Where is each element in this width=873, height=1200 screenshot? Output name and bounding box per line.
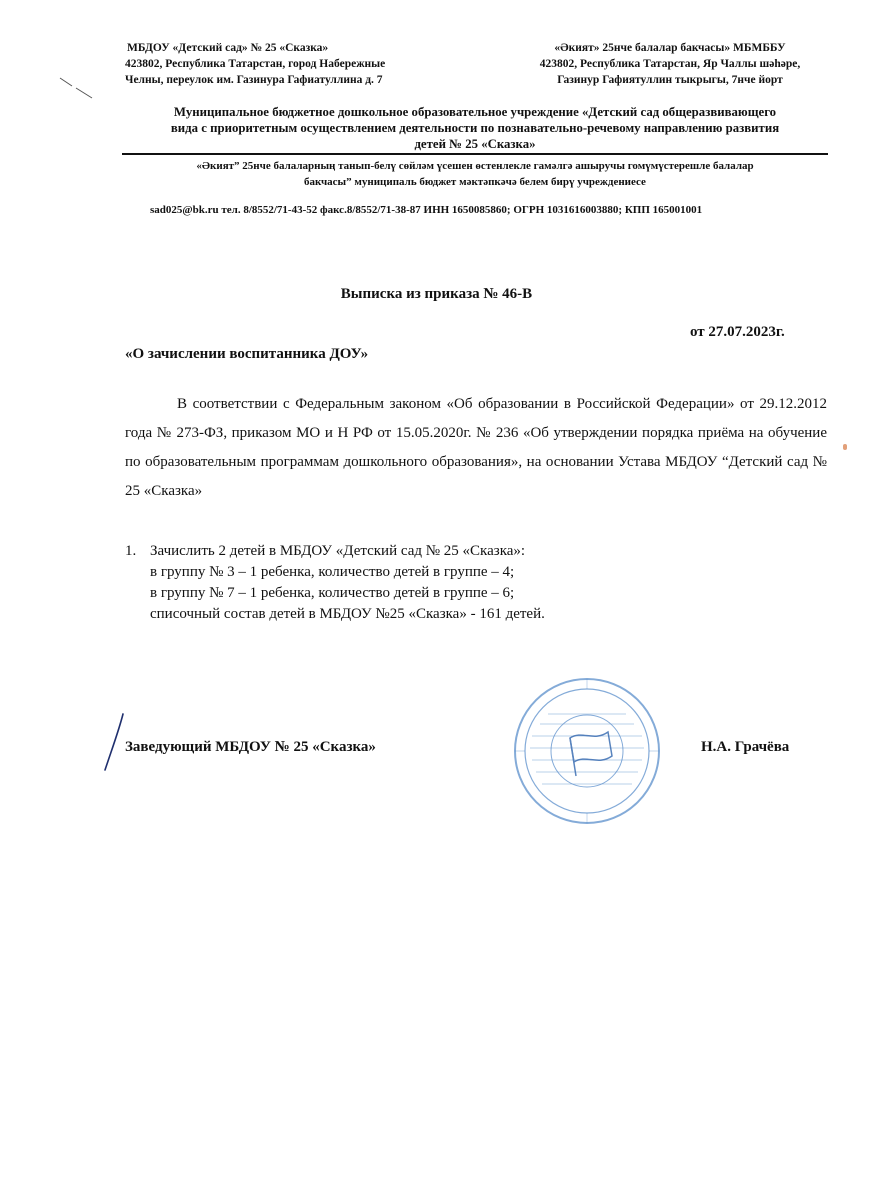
header-left-line-3: Челны, переулок им. Газинура Гафиатуллина д. 7: [125, 74, 383, 86]
list-line-4: списочный состав детей в МБДОУ №25 «Сказка» - 161 детей.: [150, 606, 545, 622]
document-subject: «О зачислении воспитанника ДОУ»: [125, 346, 369, 362]
scan-artifact-dot: [843, 444, 847, 450]
list-line-1: Зачислить 2 детей в МБДОУ «Детский сад № 25 «Сказка»:: [150, 543, 526, 559]
header-right-block: [500, 40, 840, 88]
list-item: [150, 541, 825, 625]
document-title: Выписка из приказа № 46-В: [340, 286, 533, 302]
signatory-role: Заведующий МБДОУ № 25 «Сказка»: [125, 739, 376, 755]
list-number: 1.: [125, 543, 137, 559]
header-divider: [122, 153, 828, 155]
list-line-2: в группу № 3 – 1 ребенка, количество детей в группе – 4;: [150, 564, 515, 580]
header-right-line-1: «Әкият» 25нче балалар бакчасы» МБМББУ: [554, 42, 786, 54]
organization-name-tt: [125, 158, 825, 190]
contact-details: sad025@bk.ru тел. 8/8552/71-43-52 факс.8/8552/71-38-87 ИНН 1650085860; ОГРН 1031616003880; КПП 165001001: [150, 204, 703, 216]
order-list: [125, 541, 825, 625]
org-ru-line-2: вида с приоритетным осуществлением деятельности по познавательно-речевому направлению развития: [170, 121, 780, 135]
scan-mark-decoration: [58, 72, 98, 102]
header-left-line-2: 423802, Республика Татарстан, город Набережные: [125, 58, 386, 70]
header-right-line-2: 423802, Республика Татарстан, Яр Чаллы шәһәре,: [539, 58, 801, 70]
header-left-line-1: МБДОУ «Детский сад» № 25 «Сказка»: [127, 42, 329, 54]
official-stamp: [512, 676, 662, 826]
header-left-block: [125, 40, 465, 88]
document-date: от 27.07.2023г.: [690, 324, 785, 340]
list-line-3: в группу № 7 – 1 ребенка, количество детей в группе – 6;: [150, 585, 515, 601]
org-ru-line-1: Муниципальное бюджетное дошкольное образовательное учреждение «Детский сад общеразвивающего: [173, 105, 777, 119]
org-ru-line-3: детей № 25 «Сказка»: [414, 137, 536, 151]
signatory-name: Н.А. Грачёва: [701, 739, 790, 755]
body-text: В соответствии с Федеральным законом «Об образовании в Российской Федерации» от 29.12.2012 года № 273-ФЗ, приказом МО и Н РФ от 15.05.2020г. № 236 «Об утверждении порядка приёма на обучение по образовательным программам дошкольного образования», на основании Устава МБДОУ “Детский сад № 25 «Сказка»: [125, 396, 827, 499]
org-tt-line-1: «Әкият” 25нче балаларның танып-белү сөйләм үсешен өстенлекле гамәлгә ашыручы гомүмүстерешле балалар: [196, 160, 754, 172]
body-paragraph: [125, 390, 827, 506]
header-right-line-3: Газинур Гафиятуллин тыкрыгы, 7нче йорт: [557, 74, 783, 86]
organization-name-ru: [125, 104, 825, 152]
org-tt-line-2: бакчасы” муниципаль бюджет мәктәпкәчә белем бирү учреждениесе: [304, 176, 646, 188]
